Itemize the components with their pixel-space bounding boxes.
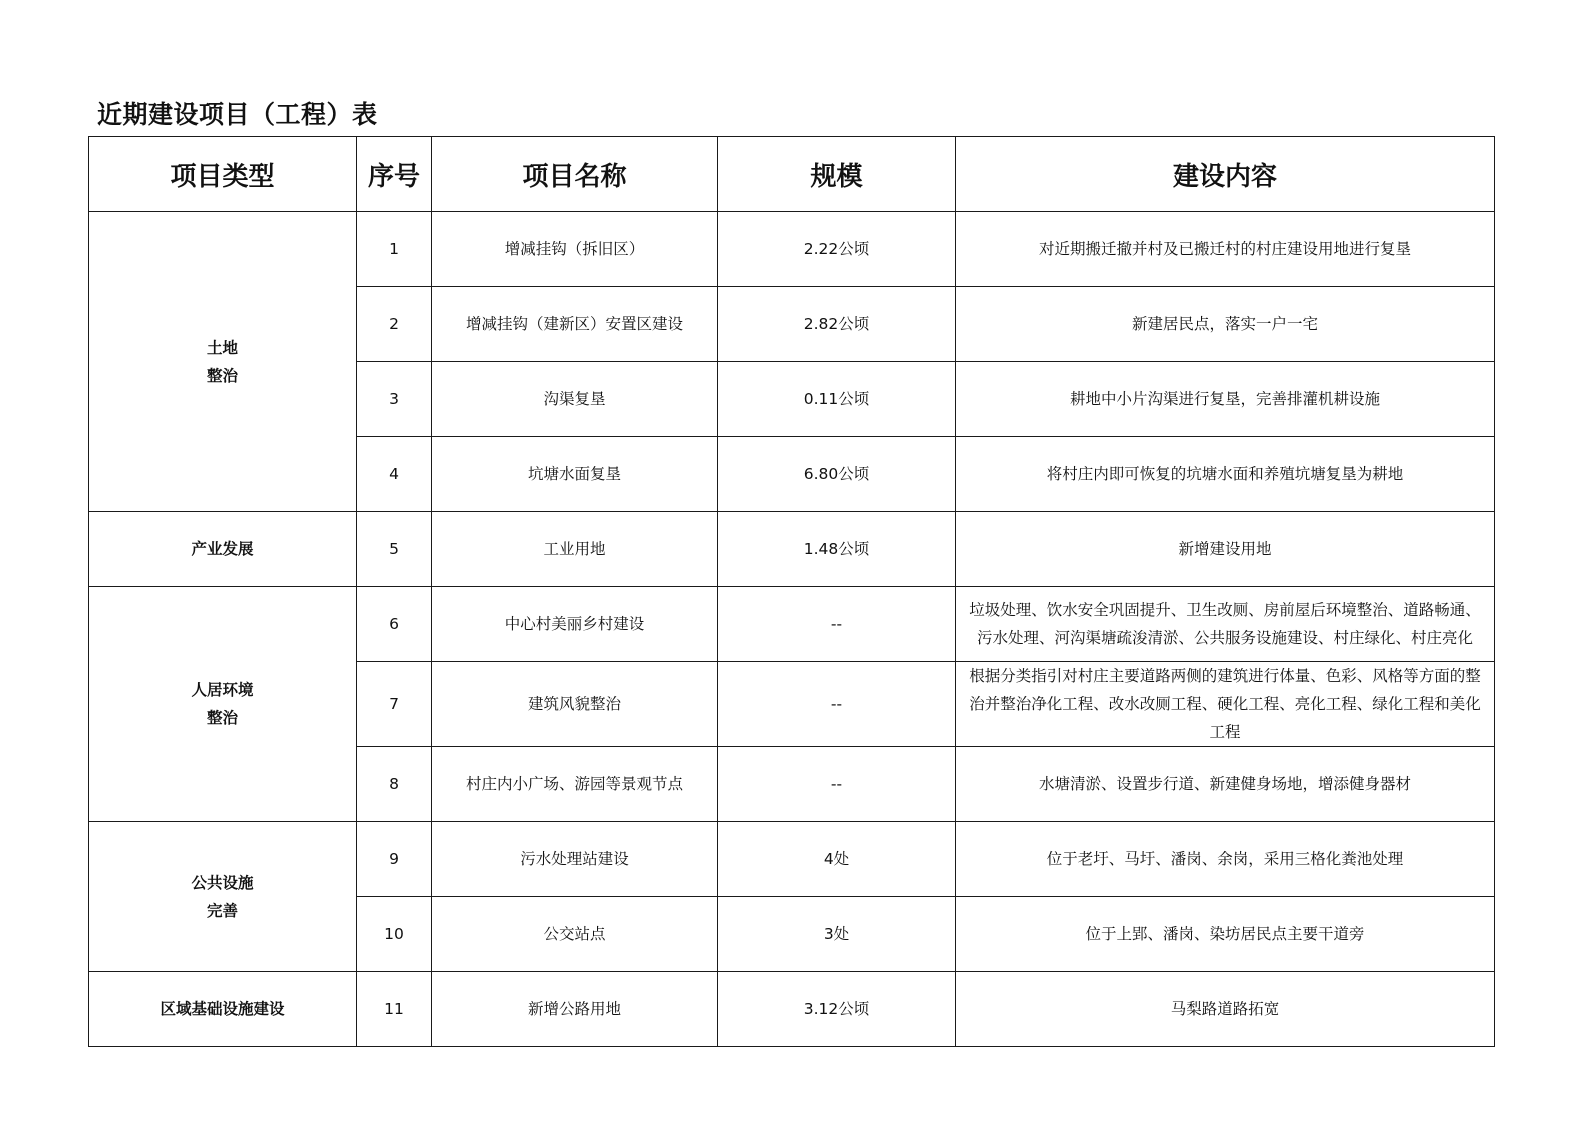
row-no: 5 [357,512,432,587]
header-no: 序号 [357,137,432,212]
row-scale: 2.82公顷 [718,287,956,362]
row-name: 增减挂钩（拆旧区） [432,212,718,287]
row-no: 1 [357,212,432,287]
group-label-line: 公共设施 [191,873,254,892]
row-no: 2 [357,287,432,362]
row-name: 村庄内小广场、游园等景观节点 [432,747,718,822]
group-cell-living [89,587,357,822]
row-name: 工业用地 [432,512,718,587]
row-scale: 3.12公顷 [718,972,956,1047]
row-name: 增减挂钩（建新区）安置区建设 [432,287,718,362]
row-content: 位于上郢、潘岗、染坊居民点主要干道旁 [956,897,1495,972]
document-title: 近期建设项目（工程）表 [97,100,378,129]
group-label-line: 整治 [206,366,238,385]
header-type: 项目类型 [89,137,357,212]
row-scale: 4处 [718,822,956,897]
row-no: 8 [357,747,432,822]
row-content: 新增建设用地 [956,512,1495,587]
row-content: 位于老圩、马圩、潘岗、余岗，采用三格化粪池处理 [956,822,1495,897]
row-name: 坑塘水面复垦 [432,437,718,512]
group-label-line: 整治 [206,709,238,727]
row-no: 3 [357,362,432,437]
group-label-line: 人居环境 [191,681,254,699]
group-label-line: 土地 [206,338,238,357]
row-name: 中心村美丽乡村建设 [432,587,718,662]
table-header-row [89,137,1495,212]
row-scale: 2.22公顷 [718,212,956,287]
row-scale: 6.80公顷 [718,437,956,512]
row-scale: 0.11公顷 [718,362,956,437]
row-no: 7 [357,662,432,747]
row-scale: 1.48公顷 [718,512,956,587]
table-row [89,587,1495,662]
table-row [89,822,1495,897]
row-content: 垃圾处理、饮水安全巩固提升、卫生改厕、房前屋后环境整治、道路畅通、污水处理、河沟渠塘疏浚清淤、公共服务设施建设、村庄绿化、村庄亮化 [956,587,1495,662]
group-label-line: 完善 [206,901,238,920]
row-name: 新增公路用地 [432,972,718,1047]
header-name: 项目名称 [432,137,718,212]
row-name: 沟渠复垦 [432,362,718,437]
row-content: 新建居民点，落实一户一宅 [956,287,1495,362]
header-content: 建设内容 [956,137,1495,212]
row-no: 11 [357,972,432,1047]
project-table [88,136,1495,1047]
row-content: 马梨路道路拓宽 [956,972,1495,1047]
row-no: 6 [357,587,432,662]
row-no: 9 [357,822,432,897]
row-name: 污水处理站建设 [432,822,718,897]
row-content: 耕地中小片沟渠进行复垦，完善排灌机耕设施 [956,362,1495,437]
table-row [89,212,1495,287]
row-scale: -- [718,662,956,747]
group-cell-land [89,212,357,512]
group-cell-infrastructure [89,972,357,1047]
table-row [89,512,1495,587]
row-scale: 3处 [718,897,956,972]
row-scale: -- [718,747,956,822]
row-content: 对近期搬迁撤并村及已搬迁村的村庄建设用地进行复垦 [956,212,1495,287]
row-no: 4 [357,437,432,512]
row-name: 建筑风貌整治 [432,662,718,747]
row-content: 水塘清淤、设置步行道、新建健身场地，增添健身器材 [956,747,1495,822]
row-content: 将村庄内即可恢复的坑塘水面和养殖坑塘复垦为耕地 [956,437,1495,512]
group-label-line: 产业发展 [191,540,254,558]
row-scale: -- [718,587,956,662]
row-content: 根据分类指引对村庄主要道路两侧的建筑进行体量、色彩、风格等方面的整治并整治净化工程、改水改厕工程、硬化工程、亮化工程、绿化工程和美化工程 [956,662,1495,747]
row-name: 公交站点 [432,897,718,972]
table-row [89,972,1495,1047]
group-cell-industry [89,512,357,587]
header-scale: 规模 [718,137,956,212]
group-label-line: 区域基础设施建设 [160,1000,285,1018]
row-no: 10 [357,897,432,972]
group-cell-public [89,822,357,972]
